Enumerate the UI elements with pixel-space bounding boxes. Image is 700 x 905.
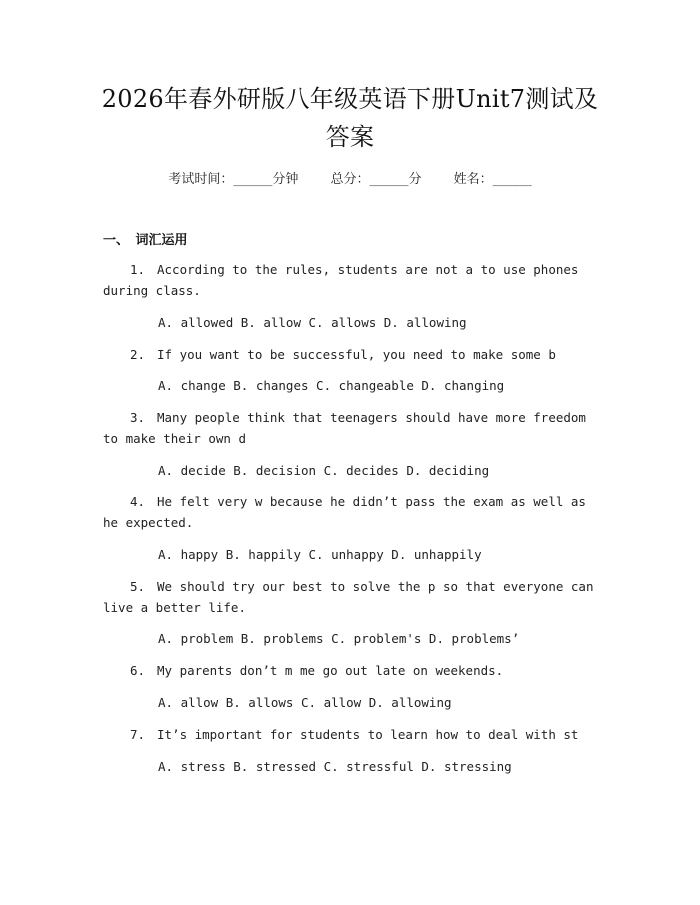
- question-3: [103, 407, 597, 449]
- question-1-options: A. allowed B. allow C. allows D. allowing: [158, 315, 467, 330]
- question-number: 3.: [130, 410, 146, 425]
- exam-time-field: 考试时间：______分钟: [168, 172, 299, 187]
- question-4-options: A. happy B. happily C. unhappy D. unhappily: [158, 547, 482, 562]
- question-1: [103, 259, 597, 301]
- question-4: [103, 491, 597, 533]
- question-number: 4.: [130, 494, 146, 509]
- question-text: Many people think that teenagers should have more freedom to make their own d: [103, 410, 586, 446]
- question-number: 6.: [130, 663, 146, 678]
- name-field: 姓名：______: [453, 172, 532, 187]
- exam-info: [0, 168, 700, 187]
- question-text: According to the rules, students are not a to use phones during class.: [103, 262, 579, 298]
- question-2-options: A. change B. changes C. changeable D. changing: [158, 378, 505, 393]
- total-score-field: 总分：______分: [330, 172, 422, 187]
- question-6: [103, 660, 597, 681]
- question-text: It’s important for students to learn how to deal with st: [157, 727, 579, 742]
- question-text: My parents don’t m me go out late on weekends.: [157, 663, 504, 678]
- question-number: 7.: [130, 727, 146, 742]
- question-6-options: A. allow B. allows C. allow D. allowing: [158, 695, 452, 710]
- document-title: 2026年春外研版八年级英语下册Unit7测试及答案: [101, 85, 599, 151]
- question-7: [103, 724, 597, 745]
- question-7-options: A. stress B. stressed C. stressful D. stressing: [158, 759, 512, 774]
- section-heading: 一、 词汇运用: [103, 233, 188, 248]
- question-text: We should try our best to solve the p so that everyone can live a better life.: [103, 579, 594, 615]
- question-text: He felt very w because he didn’t pass the exam as well as he expected.: [103, 494, 586, 530]
- question-2: [103, 344, 597, 365]
- question-text: If you want to be successful, you need to make some b: [157, 347, 556, 362]
- question-number: 1.: [130, 262, 146, 277]
- question-5: [103, 576, 597, 618]
- question-number: 2.: [130, 347, 146, 362]
- question-number: 5.: [130, 579, 146, 594]
- question-3-options: A. decide B. decision C. decides D. deciding: [158, 463, 490, 478]
- question-5-options: A. problem B. problems C. problem's D. problems’: [158, 631, 520, 646]
